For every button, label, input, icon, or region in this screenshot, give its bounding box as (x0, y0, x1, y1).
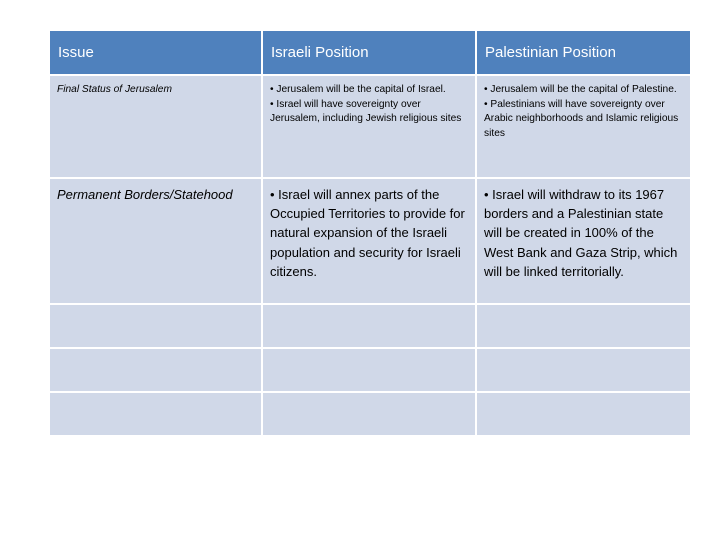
empty-cell (262, 348, 476, 392)
header-palestinian-position (476, 30, 691, 75)
empty-cell (476, 392, 691, 436)
issue-cell-jerusalem (49, 75, 262, 178)
israeli-cell-jerusalem (262, 75, 476, 178)
empty-row (49, 392, 691, 436)
bullet-text: • Israel will annex parts of the Occupied Territories to provide for natural expansion of the Israeli population and security for Israeli citizens. (270, 187, 465, 279)
table-header-row (49, 30, 691, 75)
issue-cell-borders (49, 178, 262, 304)
empty-cell (49, 348, 262, 392)
empty-cell (476, 304, 691, 348)
header-israeli-position (262, 30, 476, 75)
table-row (49, 178, 691, 304)
table-row (49, 75, 691, 178)
empty-row (49, 348, 691, 392)
header-issue-label: Issue (58, 44, 94, 61)
empty-cell (262, 392, 476, 436)
palestinian-cell-jerusalem (476, 75, 691, 178)
bullet-text: • Palestinians will have sovereignty over Arabic neighborhoods and Islamic religious sites (484, 98, 679, 139)
empty-cell (262, 304, 476, 348)
empty-row (49, 304, 691, 348)
header-israeli-label: Israeli Position (271, 44, 369, 61)
empty-cell (476, 348, 691, 392)
positions-table (48, 29, 692, 437)
bullet-text: • Israel will withdraw to its 1967 borders and a Palestinian state will be created in 100% of the West Bank and Gaza Strip, which will be linked territorially. (484, 187, 678, 279)
bullet-text: • Jerusalem will be the capital of Palestine. (484, 84, 677, 95)
bullet-text: • Jerusalem will be the capital of Israel. (270, 84, 446, 95)
header-palestinian-label: Palestinian Position (485, 44, 616, 61)
bullet-text: • Israel will have sovereignty over Jerusalem, including Jewish religious sites (270, 98, 462, 124)
israeli-cell-borders (262, 178, 476, 304)
palestinian-cell-borders (476, 178, 691, 304)
empty-cell (49, 392, 262, 436)
header-issue (49, 30, 262, 75)
issue-label: Permanent Borders/Statehood (57, 187, 233, 202)
issue-label: Final Status of Jerusalem (57, 84, 172, 95)
empty-cell (49, 304, 262, 348)
